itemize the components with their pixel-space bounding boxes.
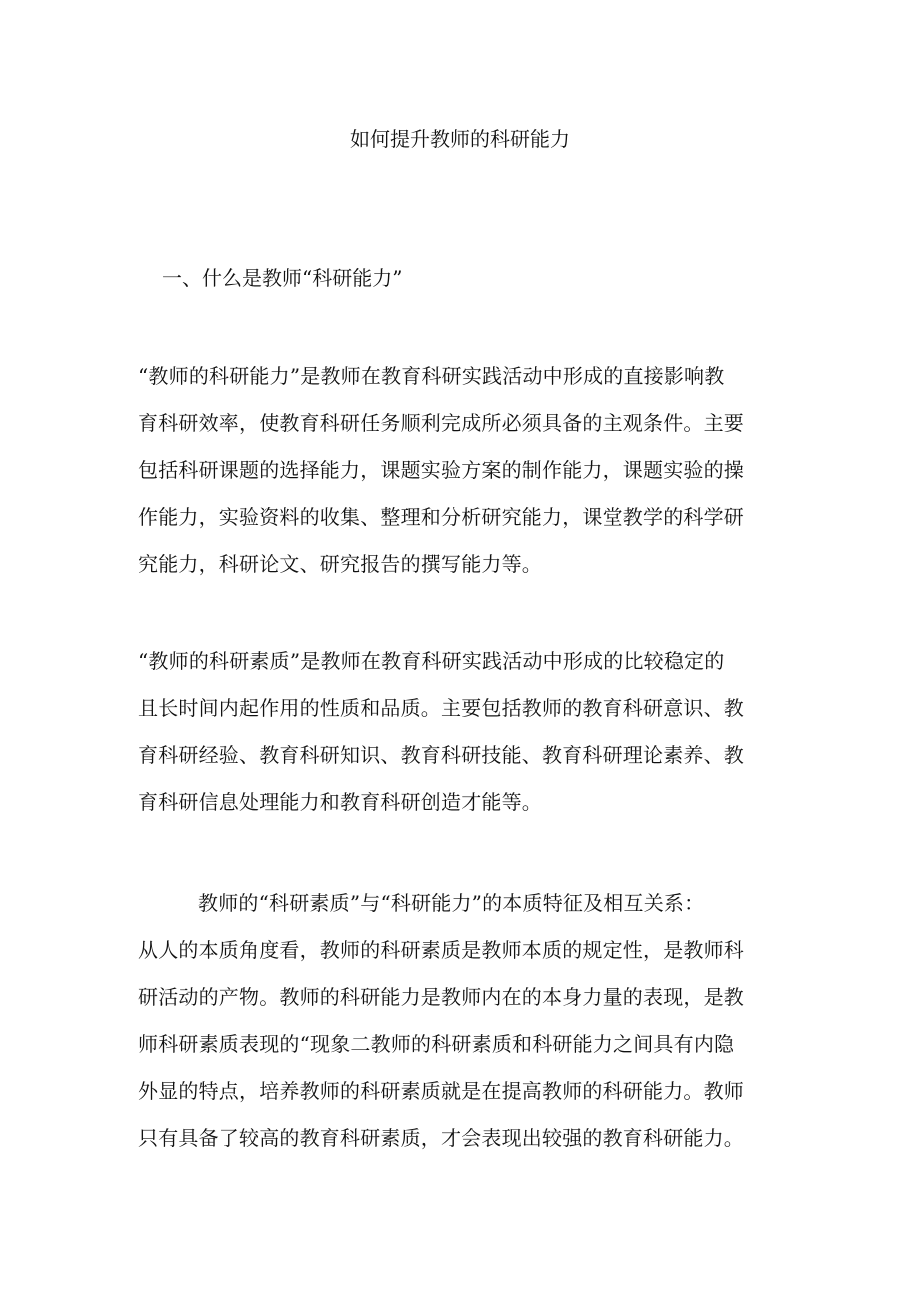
paragraph-line: 包括科研课题的选择能力，课题实验方案的制作能力，课题实验的操 xyxy=(138,458,744,482)
paragraph-line: 育科研经验、教育科研知识、教育科研技能、教育科研理论素养、教 xyxy=(138,743,744,767)
paragraph-line: 师科研素质表现的“现象二教师的科研素质和科研能力之间具有内隐 xyxy=(138,1032,735,1056)
paragraph-line: 外显的特点，培养教师的科研素质就是在提高教师的科研能力。教师 xyxy=(138,1079,744,1103)
section-heading: 一、什么是教师“科研能力” xyxy=(162,266,403,290)
paragraph-line: 从人的本质角度看，教师的科研素质是教师本质的规定性，是教师科 xyxy=(138,938,744,962)
paragraph-line: 只有具备了较高的教育科研素质，才会表现出较强的教育科研能力。 xyxy=(138,1126,744,1150)
paragraph-research-ability xyxy=(138,353,788,588)
paragraph-line: 教师的“科研素质”与“科研能力”的本质特征及相互关系： xyxy=(198,891,705,915)
paragraph-research-quality xyxy=(138,638,788,826)
paragraph-line: 且长时间内起作用的性质和品质。主要包括教师的教育科研意识、教 xyxy=(138,696,744,720)
document-title: 如何提升教师的科研能力 xyxy=(350,127,570,151)
paragraph-line: 作能力，实验资料的收集、整理和分析研究能力，课堂教学的科学研 xyxy=(138,505,744,529)
paragraph-line: 究能力，科研论文、研究报告的撰写能力等。 xyxy=(138,552,542,576)
paragraph-line: 育科研效率，使教育科研任务顺利完成所必须具备的主观条件。主要 xyxy=(138,411,744,435)
paragraph-line: 育科研信息处理能力和教育科研创造才能等。 xyxy=(138,790,542,814)
paragraph-line: 研活动的产物。教师的科研能力是教师内在的本身力量的表现，是教 xyxy=(138,985,744,1009)
paragraph-line: “教师的科研能力”是教师在教育科研实践活动中形成的直接影响教 xyxy=(138,364,725,388)
paragraph-line: “教师的科研素质”是教师在教育科研实践活动中形成的比较稳定的 xyxy=(138,649,725,673)
paragraph-relationship xyxy=(138,880,788,1162)
